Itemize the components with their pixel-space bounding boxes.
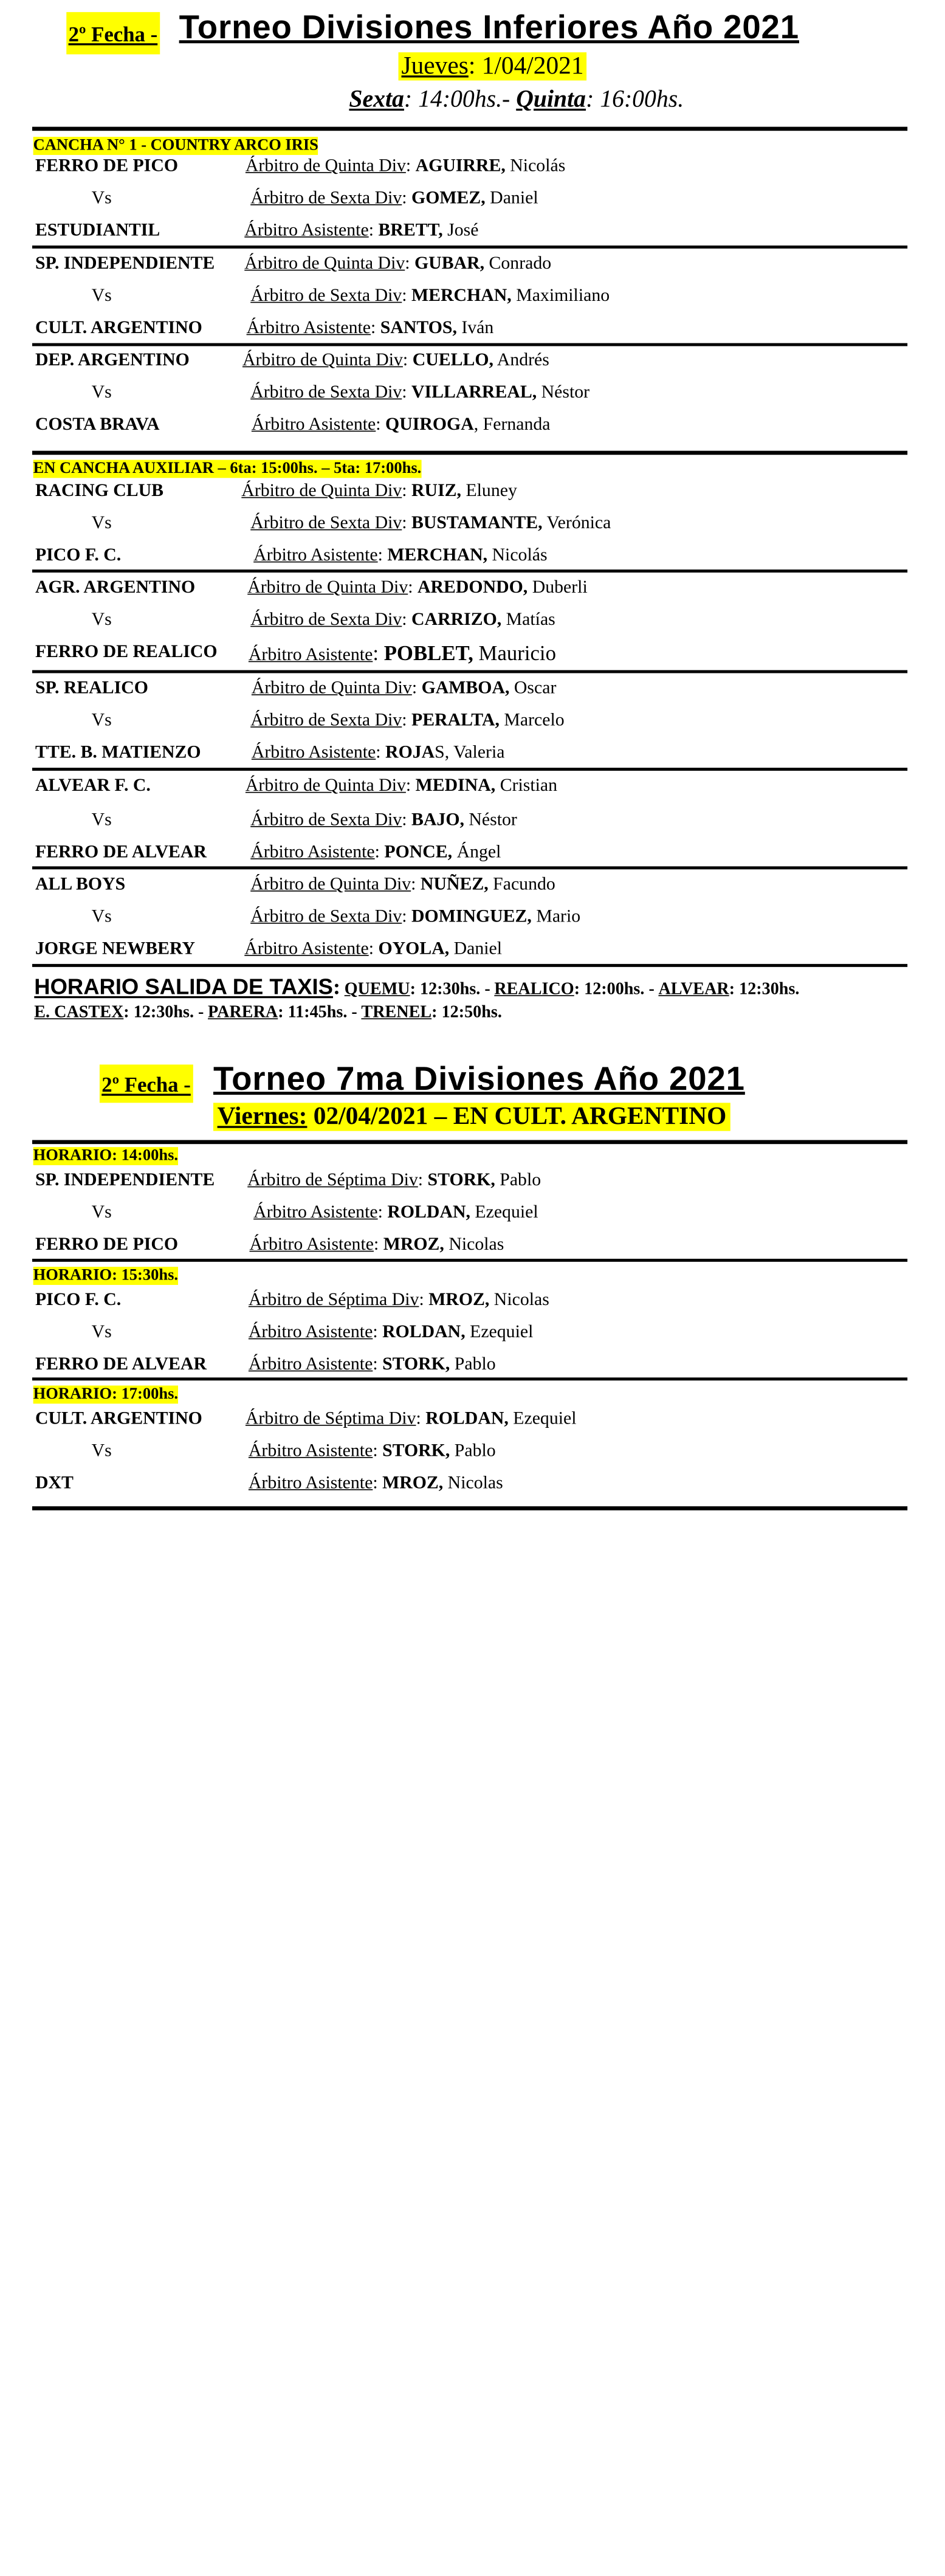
colon: : bbox=[373, 1353, 383, 1374]
taxi-realico: REALICO bbox=[494, 979, 574, 999]
date-venue-2: 02/04/2021 – EN CULT. ARGENTINO bbox=[307, 1103, 727, 1131]
referee-surname: MEDINA, bbox=[415, 774, 496, 795]
referee-given-name: Mauricio bbox=[473, 641, 556, 666]
referee-surname: BRETT, bbox=[378, 219, 443, 239]
referee-given-name: Oscar bbox=[509, 677, 557, 698]
vs-label: Vs bbox=[91, 284, 112, 305]
taxi-title: HORARIO SALIDA DE TAXIS bbox=[34, 974, 333, 999]
referee-asistente bbox=[249, 641, 556, 666]
header-fecha-1 bbox=[66, 12, 159, 55]
home-team: SP. INDEPENDIENTE bbox=[35, 252, 215, 273]
colon: : bbox=[368, 219, 379, 239]
home-team: ALL BOYS bbox=[35, 873, 126, 894]
colon: : bbox=[419, 1289, 429, 1309]
referee-quinta bbox=[252, 677, 557, 698]
divider bbox=[32, 1506, 907, 1510]
referee-surname: MROZ, bbox=[382, 1472, 444, 1492]
referee-sexta bbox=[250, 187, 538, 208]
referee-quinta bbox=[250, 873, 555, 895]
referee-surname: PERALTA, bbox=[411, 709, 500, 730]
colon: : bbox=[371, 317, 380, 337]
referee-given-name: Facundo bbox=[488, 873, 555, 894]
referee-surname: MROZ, bbox=[428, 1289, 490, 1309]
referee-role-label: Árbitro de Quinta Div bbox=[247, 576, 408, 597]
taxi-alvear-time: : 12:30hs. bbox=[729, 979, 800, 999]
colon: : bbox=[374, 841, 385, 862]
referee-given-name: Conrado bbox=[484, 252, 552, 273]
taxi-trenel-time: : 12:50hs. bbox=[431, 1002, 502, 1022]
referee-given-name: Maximiliano bbox=[511, 284, 610, 305]
referee-role-label: Árbitro Asistente bbox=[248, 1472, 373, 1492]
colon: : bbox=[402, 709, 412, 730]
divider bbox=[32, 768, 907, 771]
colon: : bbox=[411, 873, 421, 894]
date-value: : 1/04/2021 bbox=[468, 52, 584, 80]
referee-surname: RUIZ, bbox=[411, 480, 462, 500]
home-team: ALVEAR F. C. bbox=[35, 774, 151, 795]
referee-role-label: Árbitro de Quinta Div bbox=[242, 349, 403, 370]
referee-role-label: Árbitro de Séptima Div bbox=[248, 1289, 419, 1309]
referee-given-name: Mario bbox=[531, 905, 581, 926]
date-line-2 bbox=[213, 1103, 730, 1131]
taxi-colon: : bbox=[332, 974, 341, 999]
referee-surname: MERCHAN, bbox=[387, 544, 488, 565]
referee-given-name: Verónica bbox=[542, 512, 611, 532]
referee-surname: CARRIZO, bbox=[411, 608, 502, 629]
referee-quinta bbox=[244, 253, 551, 274]
divider bbox=[32, 1377, 907, 1380]
referee-role-label: Árbitro Asistente bbox=[253, 1201, 378, 1222]
colon: : bbox=[373, 1233, 383, 1254]
colon: : bbox=[402, 480, 412, 500]
home-team: CULT. ARGENTINO bbox=[35, 1407, 202, 1428]
vs-label: Vs bbox=[91, 187, 112, 208]
referee-role-label: Árbitro Asistente bbox=[246, 317, 371, 337]
referee-surname: POBLET, bbox=[383, 641, 473, 666]
home-team: PICO F. C. bbox=[35, 1289, 122, 1309]
taxi-quemu: QUEMU bbox=[344, 979, 410, 999]
away-team: TTE. B. MATIENZO bbox=[35, 742, 201, 762]
referee-surname: BAJO, bbox=[411, 808, 464, 830]
colon: : bbox=[402, 808, 412, 830]
referee-role-label: Árbitro de Quinta Div bbox=[241, 480, 402, 500]
referee-surname: PONCE, bbox=[384, 841, 453, 862]
referee-quinta bbox=[242, 349, 549, 370]
taxi-castex: E. CASTEX bbox=[34, 1002, 124, 1022]
colon: : bbox=[402, 187, 412, 208]
referee-role-label: Árbitro Asistente bbox=[248, 644, 373, 664]
colon: : bbox=[377, 544, 388, 565]
referee-sexta bbox=[250, 906, 580, 927]
colon: : bbox=[376, 742, 386, 762]
colon: : bbox=[416, 1407, 426, 1428]
time-header: HORARIO: 17:00hs. bbox=[33, 1385, 179, 1403]
referee-asistente bbox=[249, 1321, 533, 1343]
colon: : bbox=[402, 349, 413, 370]
time-header: HORARIO: 14:00hs. bbox=[33, 1147, 179, 1165]
referee-role-label: Árbitro de Sexta Div bbox=[250, 284, 402, 305]
away-team: CULT. ARGENTINO bbox=[35, 317, 202, 337]
referee-asistente bbox=[250, 1234, 504, 1255]
referee-asistente bbox=[253, 1202, 538, 1223]
colon: : bbox=[405, 774, 416, 795]
referee-given-name: Ezequiel bbox=[465, 1321, 534, 1341]
referee-surname: ROLDAN, bbox=[387, 1201, 470, 1222]
referee-sexta bbox=[250, 381, 589, 402]
vs-label: Vs bbox=[91, 608, 112, 629]
referee-role-label: Árbitro de Séptima Div bbox=[247, 1169, 418, 1190]
referee-given-name: Matías bbox=[501, 608, 555, 629]
colon: : bbox=[402, 284, 412, 305]
venue-header-2: EN CANCHA AUXILIAR – 6ta: 15:00hs. – 5ta: 17:00hs. bbox=[33, 460, 422, 477]
colon: : bbox=[373, 1321, 383, 1341]
referee-surname: CUELLO, bbox=[412, 349, 493, 370]
divider bbox=[32, 451, 907, 455]
referee-asistente bbox=[249, 1440, 496, 1461]
referee-surname: AREDONDO, bbox=[417, 576, 528, 597]
referee-surname: STORK, bbox=[427, 1169, 495, 1190]
time-header: HORARIO: 15:30hs. bbox=[33, 1267, 179, 1284]
divider bbox=[32, 127, 907, 131]
sexta-time: : 14:00hs.- bbox=[404, 86, 510, 113]
quinta-time: : 16:00hs. bbox=[586, 86, 684, 113]
fecha-label: 2º Fecha - bbox=[66, 12, 159, 55]
referee-surname: MERCHAN, bbox=[411, 284, 512, 305]
referee-role-label: Árbitro de Sexta Div bbox=[250, 905, 402, 926]
referee-surname: ROJA bbox=[385, 742, 435, 762]
referee-role-label: Árbitro Asistente bbox=[251, 742, 376, 762]
referee-given-name: Néstor bbox=[464, 808, 517, 830]
referee-role-label: Árbitro Asistente bbox=[250, 841, 375, 862]
referee-surname: GOMEZ, bbox=[411, 187, 486, 208]
referee-role-label: Árbitro de Quinta Div bbox=[251, 677, 412, 698]
vs-label: Vs bbox=[91, 808, 112, 830]
colon: : bbox=[377, 1201, 388, 1222]
away-team: FERRO DE ALVEAR bbox=[35, 841, 207, 862]
referee-given-name: Andrés bbox=[493, 349, 549, 370]
tournament-title-1: Torneo Divisiones Inferiores Año 2021 bbox=[179, 8, 799, 46]
away-team: PICO F. C. bbox=[35, 544, 122, 565]
quinta-label: Quinta bbox=[516, 86, 586, 113]
referee-quinta bbox=[246, 775, 557, 796]
referee-role-label: Árbitro de Sexta Div bbox=[250, 512, 402, 532]
header-fecha-2 bbox=[100, 1064, 193, 1103]
referee-given-name: , Fernanda bbox=[473, 413, 551, 434]
referee-role-label: Árbitro de Quinta Div bbox=[245, 774, 406, 795]
referee-role-label: Árbitro Asistente bbox=[244, 219, 369, 239]
referee-given-name: Daniel bbox=[485, 187, 538, 208]
referee-role-label: Árbitro Asistente bbox=[248, 1353, 373, 1374]
colon: : bbox=[373, 1439, 383, 1460]
referee-given-name: Nicolas bbox=[489, 1289, 549, 1309]
referee-asistente bbox=[249, 1354, 496, 1375]
referee-asistente bbox=[252, 742, 505, 763]
referee-role-label: Árbitro de Sexta Div bbox=[250, 709, 402, 730]
colon: : bbox=[418, 1169, 428, 1190]
away-team: DXT bbox=[35, 1472, 74, 1492]
divider bbox=[32, 1259, 907, 1262]
referee-role-label: Árbitro Asistente bbox=[249, 1233, 374, 1254]
taxi-realico-time: : 12:00hs. - bbox=[574, 979, 655, 999]
referee-asistente bbox=[252, 413, 551, 435]
referee-given-name: Marcelo bbox=[499, 709, 565, 730]
colon: : bbox=[411, 677, 422, 698]
referee-sexta bbox=[250, 512, 611, 534]
referee-given-name: Eluney bbox=[461, 480, 517, 500]
referee-asistente bbox=[250, 841, 501, 863]
colon: : bbox=[405, 154, 416, 176]
colon: : bbox=[373, 1472, 383, 1492]
divider bbox=[32, 343, 907, 346]
referee-given-name: Néstor bbox=[537, 381, 590, 402]
away-team: FERRO DE PICO bbox=[35, 1233, 179, 1254]
referee-given-name: Duberli bbox=[527, 576, 588, 597]
referee-septima bbox=[249, 1289, 549, 1310]
referee-role-label: Árbitro de Sexta Div bbox=[250, 381, 402, 402]
referee-role-label: Árbitro de Sexta Div bbox=[250, 608, 402, 629]
taxi-alvear: ALVEAR bbox=[658, 979, 729, 999]
vs-label: Vs bbox=[91, 1439, 112, 1460]
referee-sexta bbox=[250, 809, 517, 830]
referee-role-label: Árbitro de Quinta Div bbox=[245, 154, 406, 176]
referee-asistente bbox=[244, 219, 478, 241]
tournament-title-2: Torneo 7ma Divisiones Año 2021 bbox=[213, 1059, 745, 1097]
referee-given-name: Nicolas bbox=[444, 1233, 504, 1254]
referee-role-label: Árbitro de Sexta Div bbox=[250, 187, 402, 208]
home-team: DEP. ARGENTINO bbox=[35, 349, 190, 370]
referee-surname: GUBAR, bbox=[414, 252, 485, 273]
referee-surname: ROLDAN, bbox=[425, 1407, 509, 1428]
referee-role-label: Árbitro Asistente bbox=[244, 937, 369, 958]
day-label: Jueves bbox=[401, 52, 469, 80]
colon: : bbox=[402, 905, 412, 926]
taxi-parera-time: : 11:45hs. - bbox=[278, 1002, 357, 1022]
referee-given-name: Nicolás bbox=[487, 544, 548, 565]
referee-asistente bbox=[249, 1472, 503, 1493]
vs-label: Vs bbox=[91, 1201, 112, 1222]
referee-asistente bbox=[244, 938, 502, 959]
referee-surname: GAMBOA, bbox=[421, 677, 510, 698]
referee-surname: NUÑEZ, bbox=[420, 873, 489, 894]
away-team: COSTA BRAVA bbox=[35, 413, 160, 434]
day-label-2: Viernes: bbox=[217, 1103, 308, 1131]
taxi-parera: PARERA bbox=[208, 1002, 278, 1022]
referee-given-name: S, Valeria bbox=[435, 742, 505, 762]
home-team: RACING CLUB bbox=[35, 480, 164, 500]
referee-role-label: Árbitro Asistente bbox=[248, 1439, 373, 1460]
vs-label: Vs bbox=[91, 381, 112, 402]
taxi-quemu-time: : 12:30hs. - bbox=[410, 979, 490, 999]
divider bbox=[32, 866, 907, 869]
away-team: FERRO DE ALVEAR bbox=[35, 1353, 207, 1374]
away-team: FERRO DE REALICO bbox=[35, 641, 218, 661]
referee-surname: OYOLA, bbox=[378, 937, 450, 958]
home-team: AGR. ARGENTINO bbox=[35, 576, 196, 597]
colon: : bbox=[405, 252, 414, 273]
fecha-label-2: 2º Fecha - bbox=[100, 1064, 193, 1103]
referee-given-name: Nicolas bbox=[443, 1472, 503, 1492]
schedule-line-1 bbox=[349, 86, 684, 114]
referee-surname: VILLARREAL, bbox=[411, 381, 537, 402]
taxi-schedule bbox=[34, 974, 799, 1000]
vs-label: Vs bbox=[91, 1321, 112, 1341]
colon: : bbox=[368, 937, 379, 958]
taxi-trenel: TRENEL bbox=[361, 1002, 432, 1022]
referee-quinta bbox=[241, 480, 517, 501]
referee-given-name: Daniel bbox=[449, 937, 503, 958]
referee-septima bbox=[246, 1408, 577, 1429]
referee-sexta bbox=[250, 609, 555, 630]
referee-septima bbox=[247, 1169, 541, 1191]
referee-surname: MROZ, bbox=[383, 1233, 444, 1254]
divider bbox=[32, 570, 907, 573]
referee-surname: STORK, bbox=[382, 1439, 450, 1460]
away-team: JORGE NEWBERY bbox=[35, 937, 195, 958]
date-line-1 bbox=[399, 52, 587, 80]
referee-surname: BUSTAMANTE, bbox=[411, 512, 543, 532]
referee-given-name: José bbox=[442, 219, 479, 239]
referee-role-label: Árbitro Asistente bbox=[248, 1321, 373, 1341]
referee-given-name: Ángel bbox=[452, 841, 501, 862]
divider bbox=[32, 246, 907, 249]
referee-surname: QUIROGA bbox=[385, 413, 474, 434]
referee-asistente bbox=[247, 317, 494, 338]
home-team: SP. INDEPENDIENTE bbox=[35, 1169, 215, 1190]
vs-label: Vs bbox=[91, 709, 112, 730]
referee-role-label: Árbitro Asistente bbox=[253, 544, 378, 565]
colon: : bbox=[402, 512, 412, 532]
taxi-schedule-2 bbox=[34, 1002, 502, 1022]
referee-sexta bbox=[250, 284, 610, 306]
colon: : bbox=[373, 641, 384, 666]
vs-label: Vs bbox=[91, 905, 112, 926]
referee-given-name: Nicolás bbox=[505, 154, 566, 176]
divider bbox=[32, 670, 907, 673]
referee-given-name: Pablo bbox=[450, 1439, 496, 1460]
referee-surname: ROLDAN, bbox=[382, 1321, 466, 1341]
home-team: SP. REALICO bbox=[35, 677, 148, 698]
colon: : bbox=[402, 608, 412, 629]
referee-given-name: Iván bbox=[456, 317, 494, 337]
divider bbox=[32, 964, 907, 967]
referee-quinta bbox=[247, 577, 587, 598]
vs-label: Vs bbox=[91, 512, 112, 532]
colon: : bbox=[402, 381, 412, 402]
referee-given-name: Pablo bbox=[450, 1353, 496, 1374]
home-team: FERRO DE PICO bbox=[35, 154, 179, 176]
venue-header-1: CANCHA N° 1 - COUNTRY ARCO IRIS bbox=[33, 137, 318, 154]
referee-quinta bbox=[246, 155, 565, 176]
referee-given-name: Ezequiel bbox=[508, 1407, 577, 1428]
referee-surname: AGUIRRE, bbox=[415, 154, 506, 176]
referee-role-label: Árbitro de Sexta Div bbox=[250, 808, 402, 830]
referee-given-name: Cristian bbox=[495, 774, 558, 795]
sexta-label: Sexta bbox=[349, 86, 404, 113]
divider bbox=[32, 1140, 907, 1145]
referee-role-label: Árbitro Asistente bbox=[251, 413, 376, 434]
referee-role-label: Árbitro de Quinta Div bbox=[250, 873, 411, 894]
away-team: ESTUDIANTIL bbox=[35, 219, 160, 239]
referee-surname: SANTOS, bbox=[380, 317, 457, 337]
colon: : bbox=[376, 413, 386, 434]
colon: : bbox=[408, 576, 418, 597]
referee-asistente bbox=[253, 545, 547, 566]
referee-surname: STORK, bbox=[382, 1353, 450, 1374]
referee-given-name: Pablo bbox=[495, 1169, 541, 1190]
taxi-castex-time: : 12:30hs. - bbox=[123, 1002, 204, 1022]
referee-role-label: Árbitro de Quinta Div bbox=[244, 252, 405, 273]
referee-sexta bbox=[250, 709, 564, 731]
referee-given-name: Ezequiel bbox=[470, 1201, 538, 1222]
referee-role-label: Árbitro de Séptima Div bbox=[245, 1407, 416, 1428]
referee-surname: DOMINGUEZ, bbox=[411, 905, 532, 926]
